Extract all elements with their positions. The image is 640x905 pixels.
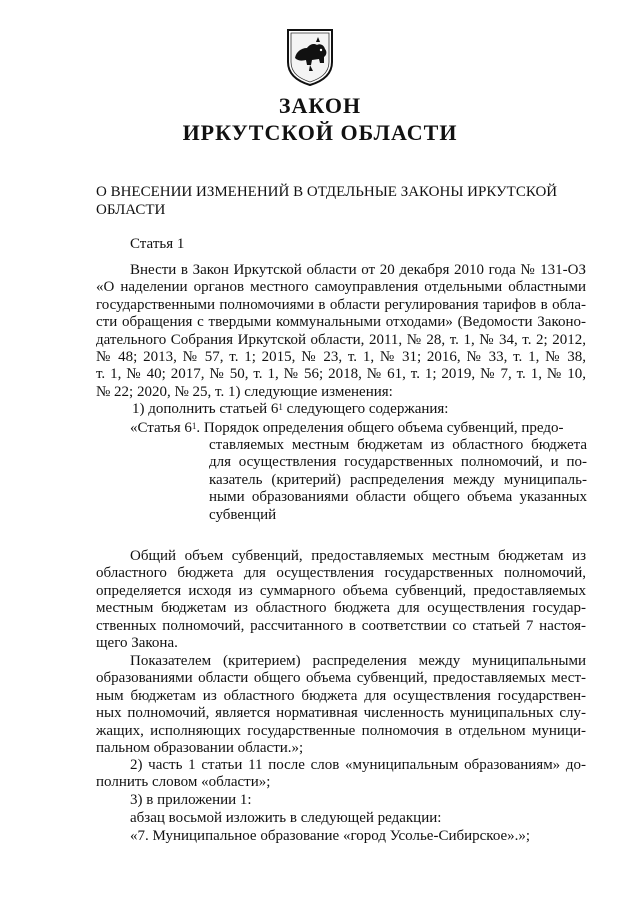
new-article-title-continuation [209,437,587,524]
item-1: 1) дополнить статьей $6^1$ следующего содержания: [132,401,449,417]
text-line: полнить словом «области»; [96,774,271,791]
text-line: ственных полномочий, рассчитанного в соответствии со статьей 7 настоя- [96,617,586,634]
text-line: дательного Собрания Иркутской области, 2011, № 28, т. 1, № 34, т. 2; 2012, [96,331,586,348]
paragraph-1 [96,548,586,652]
text-line: государственными полномочиями в области регулирования тарифов в обла- [96,296,586,313]
text-line: № 22; 2020, № 25, т. 1) следующие изменения: [96,383,393,400]
paragraph-2 [96,653,586,757]
item-3-instruction: абзац восьмой изложить в следующей редакции: [130,810,442,826]
text-line: № 48; 2013, № 57, т. 1; 2015, № 23, т. 1, № 31; 2016, № 33, т. 1, № 38, [96,349,586,366]
text-line: «О наделении органов местного самоуправления отдельными областными [96,279,586,296]
item-2 [96,757,586,792]
text-line: 2) часть 1 статьи 11 после слов «муниципальным образованиям» до- [130,757,586,773]
text-line: ным бюджетам из областного бюджета для осуществления государствен- [96,687,586,704]
text-line: для осуществления государственных полномочий, и по- [209,454,587,471]
article-heading: Статья 1 [130,236,185,252]
text-line: Показателем (критерием) распределения между муниципальными [130,653,586,669]
text-line: жащих, исполняющих государственные полномочия в отдельном муници- [96,722,586,739]
text-line: ставляемых местным бюджетам из областного бюджета [209,437,587,453]
text-line: местным бюджетам из областного бюджета для осуществления государ- [96,600,586,617]
text-line: щего Закона. [96,635,178,652]
coat-of-arms-icon [286,28,334,86]
text-line: Общий объем субвенций, предоставляемых местным бюджетам из [130,548,586,564]
text-line: казатель (критерий) распределения между муниципаль- [209,471,587,488]
text-line: ных полномочий, является нормативная численность муниципальных слу- [96,705,586,722]
item-3: 3) в приложении 1: [130,792,252,808]
intro-paragraph [96,262,586,401]
text-line: ными образованиями области общего объема указанных [209,489,587,506]
text-line: определяется исходя из суммарного объема субвенций, предоставляемых [96,582,586,599]
text-line: Внести в Закон Иркутской области от 20 декабря 2010 года № 131-ОЗ [130,262,586,278]
law-subtitle: О ВНЕСЕНИИ ИЗМЕНЕНИЙ В ОТДЕЛЬНЫЕ ЗАКОНЫ ИРКУТСКОЙ ОБЛАСТИ [96,184,558,218]
text-line: образованиями области общего объема субвенций, предоставляемых мест- [96,670,586,687]
text-line: сти обращения с твердыми коммунальными отходами» (Ведомости Законо- [96,314,586,331]
item-3-new-text: «7. Муниципальное образование «город Усолье-Сибирское».»; [130,828,531,844]
text-line: областного бюджета для осуществления государственных полномочий, [96,565,586,582]
title-line-2: ИРКУТСКОЙ ОБЛАСТИ [182,120,458,145]
title-line-1: ЗАКОН [278,93,362,118]
text-line: т. 1, № 40; 2017, № 50, т. 1, № 56; 2018, № 61, т. 1; 2019, № 7, т. 1, № 10, [96,366,586,383]
text-line: субвенций [209,506,277,523]
text-line: пальном образовании области.»; [96,740,304,757]
new-article-heading: «Статья $6^1$. Порядок определения общего объема субвенций, предо- [130,420,564,436]
